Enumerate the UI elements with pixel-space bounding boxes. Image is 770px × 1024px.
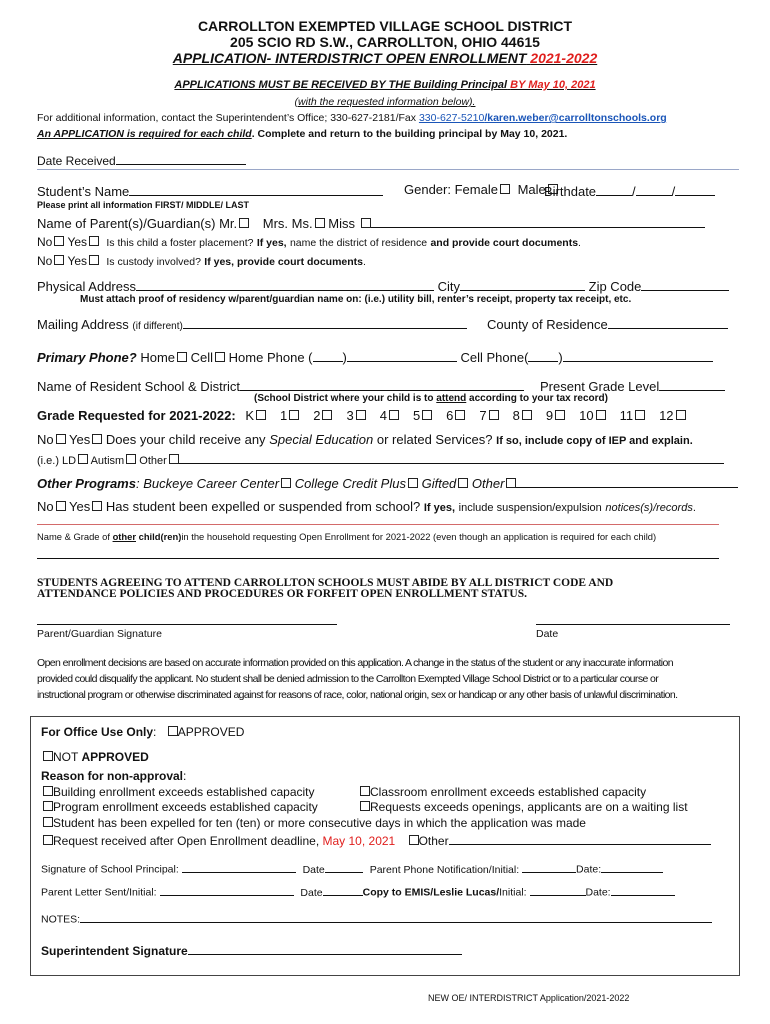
- programs-row: [37, 474, 738, 491]
- emis-initial-label: Initial:: [499, 886, 527, 899]
- r5-label: Student has been expelled for ten (ten) or more consecutive days in which the application was made: [53, 816, 586, 830]
- complete-return: . Complete and return to the building principal by May 10, 2021.: [251, 128, 568, 140]
- gender-row: [404, 182, 558, 197]
- not-approved-row: [41, 750, 149, 764]
- if-different: (if different): [132, 321, 183, 332]
- home-phone-label: Home Phone (: [228, 350, 313, 365]
- grade-9-label: 9: [545, 408, 554, 423]
- reason-1: [41, 785, 315, 799]
- r3-checkbox[interactable]: [43, 801, 53, 811]
- mr-checkbox[interactable]: [239, 218, 249, 228]
- expelled-no-checkbox[interactable]: [56, 501, 66, 511]
- r3-label: Program enrollment exceeds established capacity: [53, 800, 318, 814]
- each-child-line: [37, 128, 567, 140]
- grade-requested-row: [37, 408, 686, 423]
- approved-checkbox[interactable]: [168, 726, 178, 736]
- grade-9-checkbox[interactable]: [555, 410, 565, 420]
- foster-name: name the district of residence: [289, 237, 428, 249]
- principal-row: [41, 861, 663, 876]
- grade-10-label: 10: [579, 408, 594, 423]
- notes-label: NOTES:: [41, 913, 81, 926]
- student-name-field[interactable]: [129, 182, 383, 196]
- grade-8-checkbox[interactable]: [522, 410, 532, 420]
- physical-address-row: [37, 277, 729, 294]
- grade-7-label: 7: [479, 408, 487, 423]
- deadline-lead: APPLICATIONS MUST BE RECEIVED BY THE Building Principal: [174, 79, 508, 91]
- superintendent-label: Superintendent Signature: [41, 944, 188, 958]
- buckeye-checkbox[interactable]: [281, 478, 291, 488]
- grade-2-label: 2: [313, 408, 321, 423]
- zip-label: Zip Code: [588, 279, 642, 294]
- grade-3-checkbox[interactable]: [356, 410, 366, 420]
- office-use-row: For Office Use Only: APPROVED: [41, 725, 245, 739]
- custody-if: If yes, provide court documents: [204, 256, 363, 268]
- grade-4-label: 4: [379, 408, 387, 423]
- reason-5: [41, 816, 586, 830]
- foster-no-label: No: [37, 235, 53, 249]
- deadline-date: BY May 10, 2021: [510, 79, 596, 91]
- signature-date-label: Date: [536, 628, 559, 640]
- r6-checkbox[interactable]: [43, 835, 53, 845]
- ld-label: (i.e.) LD: [37, 455, 77, 467]
- ld-checkbox[interactable]: [78, 454, 88, 464]
- sped-question-2: or related Services?: [376, 432, 493, 447]
- superintendent-row: [41, 942, 462, 958]
- mrs-label: Mrs.: [262, 216, 289, 231]
- grade-11-checkbox[interactable]: [635, 410, 645, 420]
- grade-6-checkbox[interactable]: [455, 410, 465, 420]
- form-title-year: 2021-2022: [530, 50, 598, 66]
- grade-1-label: 1: [280, 408, 288, 423]
- foster-docs: and provide court documents: [430, 237, 579, 249]
- each-child: An APPLICATION is required for each child: [37, 128, 252, 140]
- other-program-checkbox[interactable]: [506, 478, 516, 488]
- resident-school-field[interactable]: [240, 377, 524, 391]
- city-field[interactable]: [460, 277, 585, 291]
- date-received-label: Date Received: [37, 154, 116, 168]
- custody-no-checkbox[interactable]: [54, 255, 64, 265]
- resident-school-row: [37, 377, 524, 394]
- superintendent-field[interactable]: [188, 942, 462, 955]
- parent-notif-label: Parent Phone Notification/Initial:: [369, 863, 520, 876]
- female-checkbox[interactable]: [500, 184, 510, 194]
- other-children-b: other: [112, 531, 136, 542]
- reason-label: Reason for non-approval: [41, 769, 184, 783]
- other-program-label: Other: [471, 476, 505, 491]
- reason-3: [41, 800, 318, 814]
- birth-month[interactable]: [596, 182, 632, 196]
- r7-field[interactable]: [449, 832, 711, 845]
- expelled-yes-label: Yes: [69, 499, 91, 514]
- parent-signature-field[interactable]: [37, 624, 337, 625]
- grade-1-checkbox[interactable]: [289, 410, 299, 420]
- grade-12-label: 12: [659, 408, 674, 423]
- custody-no-label: No: [37, 254, 53, 268]
- grade-k-label: K: [245, 408, 254, 423]
- disclaimer-line-2: provided could disqualify the applicant. No student shall be denied admission to the Carrollton Exempted Village School District or to a particular course or: [37, 673, 659, 685]
- r4-label: Requests exceeds openings, applicants are on a waiting list: [370, 800, 688, 814]
- district-name: CARROLLTON EXEMPTED VILLAGE SCHOOL DISTRICT: [197, 18, 573, 34]
- other-children-row: [37, 531, 656, 542]
- special-ed-row: [37, 432, 693, 447]
- cell-area-code[interactable]: [528, 348, 558, 362]
- footer-code: NEW OE/ INTERDISTRICT Application/2021-2022: [428, 993, 630, 1003]
- present-grade-row: [540, 377, 725, 394]
- approved-label: APPROVED: [177, 725, 245, 739]
- r4-checkbox[interactable]: [360, 801, 370, 811]
- custody-question: Is custody involved?: [106, 256, 201, 268]
- agreeing-line-1: STUDENTS AGREEING TO ATTEND CARROLLTON SCHOOLS MUST ABIDE BY ALL DISTRICT CODE AND: [37, 577, 614, 589]
- agreeing-line-2: ATTENDANCE POLICIES AND PROCEDURES OR FORFEIT OPEN ENROLLMENT STATUS.: [37, 588, 528, 600]
- cell-checkbox[interactable]: [215, 352, 225, 362]
- reason-4: [358, 800, 688, 814]
- other-children-a: Name & Grade of: [37, 531, 110, 542]
- letter-sent-field[interactable]: [160, 884, 294, 896]
- sped-if: If so, include copy of IEP and explain.: [496, 435, 693, 447]
- other-disability-checkbox[interactable]: [169, 454, 179, 464]
- contact-text: For additional information, contact the Superintendent’s Office; 330-627-2181/Fax: [37, 112, 417, 124]
- home-phone-field[interactable]: [347, 348, 457, 362]
- grade-7-checkbox[interactable]: [489, 410, 499, 420]
- other-children-field[interactable]: [37, 558, 719, 559]
- contact-line: [37, 112, 667, 124]
- expelled-notices: notices(s)/records: [605, 502, 693, 514]
- date-received-field[interactable]: [116, 152, 246, 165]
- ms-checkbox[interactable]: [315, 218, 325, 228]
- email-link[interactable]: /karen.weber@carrolltonschools.org: [484, 112, 667, 124]
- birth-day[interactable]: [636, 182, 672, 196]
- present-grade-field[interactable]: [659, 377, 725, 391]
- red-divider: [37, 524, 719, 525]
- parent-name-field[interactable]: [371, 214, 705, 228]
- foster-no-checkbox[interactable]: [54, 236, 64, 246]
- sped-no-checkbox[interactable]: [56, 434, 66, 444]
- other-disability-label: Other: [139, 455, 167, 467]
- letter-row: [41, 884, 675, 899]
- disclaimer-line-3: instructional program or otherwise discriminated against for reasons of race, color, national origin, sex or handicap or any other basis of unlawful discrimination.: [37, 689, 678, 701]
- school-note-b: according to your tax record): [469, 393, 608, 404]
- reason-2: [358, 785, 646, 799]
- other-children-d: in the household requesting Open Enrollment for 2021-2022 (even though an application is required for each child): [181, 531, 657, 542]
- school-note: [254, 393, 608, 404]
- notes-row: [41, 911, 712, 926]
- autism-checkbox[interactable]: [126, 454, 136, 464]
- letter-date-label: Date: [300, 886, 323, 899]
- school-note-attend: attend: [436, 393, 467, 404]
- print-note: Please print all information FIRST/ MIDDLE/ LAST: [37, 200, 250, 210]
- r1-label: Building enrollment exceeds established capacity: [53, 785, 315, 799]
- birth-year[interactable]: [675, 182, 715, 196]
- home-checkbox[interactable]: [177, 352, 187, 362]
- residency-proof: Must attach proof of residency w/parent/guardian name on: (i.e.) utility bill, renter’s receipt, property tax receipt, etc.: [80, 294, 632, 305]
- cell-phone-field[interactable]: [563, 348, 713, 362]
- expelled-if: If yes,: [423, 502, 456, 514]
- county-field[interactable]: [608, 315, 728, 329]
- foster-question: Is this child a foster placement?: [106, 237, 254, 249]
- foster-if: If yes,: [256, 237, 287, 249]
- county-label: County of Residence: [487, 317, 608, 332]
- reason-row: Reason for non-approval:: [41, 769, 187, 783]
- birthdate-label: Birthdate: [544, 184, 597, 199]
- form-title: [0, 50, 770, 66]
- mailing-address-row: [37, 315, 467, 332]
- miss-label: Miss: [328, 216, 355, 231]
- notes-field[interactable]: [80, 911, 712, 923]
- other-program-field[interactable]: [516, 474, 738, 488]
- date-received-row: [37, 152, 246, 168]
- grade-5-checkbox[interactable]: [422, 410, 432, 420]
- reason-6: [41, 832, 711, 848]
- grade-12-checkbox[interactable]: [676, 410, 686, 420]
- not-approved-checkbox[interactable]: [43, 751, 53, 761]
- gifted-checkbox[interactable]: [458, 478, 468, 488]
- ms-label: Ms.: [291, 216, 313, 231]
- physical-address-field[interactable]: [136, 277, 434, 291]
- emis-date-field[interactable]: [611, 884, 675, 896]
- expelled-note: include suspension/expulsion: [458, 502, 602, 514]
- ccp-label: College Credit Plus: [294, 476, 406, 491]
- office-use-label: For Office Use Only: [41, 725, 154, 739]
- district-address: 205 SCIO RD S.W., CARROLLTON, OHIO 44615: [230, 34, 540, 50]
- custody-yes-checkbox[interactable]: [89, 255, 99, 265]
- expelled-no-label: No: [37, 499, 54, 514]
- sped-no-label: No: [37, 432, 54, 447]
- mailing-address-field[interactable]: [183, 315, 467, 329]
- divider: [37, 169, 739, 170]
- grade-6-label: 6: [446, 408, 454, 423]
- grade-options: [239, 408, 685, 423]
- grade-11-label: 11: [619, 408, 634, 423]
- student-name-row: [37, 182, 383, 199]
- copy-emis-label: Copy to EMIS/Leslie Lucas/: [362, 886, 500, 899]
- student-name-label: Student’s Name: [37, 184, 130, 199]
- parent-name-row: [37, 214, 705, 231]
- r5-checkbox[interactable]: [43, 817, 53, 827]
- disclaimer-line-1: Open enrollment decisions are based on accurate information provided on this application. A change in the status of the student or any inaccurate information: [37, 657, 673, 669]
- emis-initial-field[interactable]: [530, 884, 586, 896]
- male-label: Male: [517, 182, 546, 197]
- grade-10-checkbox[interactable]: [596, 410, 606, 420]
- signature-date-field[interactable]: [536, 624, 730, 625]
- present-grade-label: Present Grade Level: [540, 379, 660, 394]
- foster-row: No Yes Is this child a foster placement? If yes, name the district of residence and provide court documents.: [37, 235, 581, 249]
- city-label: City: [437, 279, 461, 294]
- miss-checkbox[interactable]: [361, 218, 371, 228]
- zip-field[interactable]: [641, 277, 729, 291]
- sped-question: Does your child receive any: [105, 432, 266, 447]
- parent-name-label: Name of Parent(s)/Guardian(s) Mr.: [37, 216, 238, 231]
- r2-label: Classroom enrollment exceeds established capacity: [370, 785, 647, 799]
- custody-row: No Yes Is custody involved? If yes, provide court documents.: [37, 254, 366, 268]
- birthdate-row: Birthdate / /: [544, 182, 715, 199]
- form-title-text: APPLICATION- INTERDISTRICT OPEN ENROLLMENT: [172, 50, 527, 66]
- foster-yes-checkbox[interactable]: [89, 236, 99, 246]
- r6-label: Request received after Open Enrollment deadline,: [53, 834, 320, 848]
- other-programs-label: Other Programs: [37, 476, 136, 491]
- principal-date-field[interactable]: [325, 861, 363, 873]
- r2-checkbox[interactable]: [360, 786, 370, 796]
- gifted-label: Gifted: [421, 476, 457, 491]
- cell-label: Cell: [190, 350, 214, 365]
- county-row: [487, 315, 728, 332]
- emis-date-label: Date:: [585, 886, 611, 899]
- sped-term: Special Education: [269, 432, 374, 447]
- primary-phone-label: Primary Phone?: [37, 350, 137, 365]
- principal-date-label: Date: [302, 863, 325, 876]
- sped-yes-label: Yes: [69, 432, 91, 447]
- gender-label: Gender: Female: [404, 182, 498, 197]
- grade-4-checkbox[interactable]: [389, 410, 399, 420]
- deadline-line: [0, 79, 770, 91]
- expelled-yes-checkbox[interactable]: [92, 501, 102, 511]
- home-label: Home: [140, 350, 176, 365]
- letter-date-field[interactable]: [323, 884, 363, 896]
- principal-sig-field[interactable]: [182, 861, 296, 873]
- r7-label: Other: [418, 834, 449, 848]
- disability-row: [37, 452, 724, 467]
- with-info: (with the requested information below).: [294, 96, 476, 108]
- not-label: NOT: [53, 750, 79, 764]
- fax-link[interactable]: 330-627-5210: [418, 112, 485, 124]
- parent-notif-field[interactable]: [522, 861, 576, 873]
- expelled-question: Has student been expelled or suspended from school?: [105, 499, 421, 514]
- sped-yes-checkbox[interactable]: [92, 434, 102, 444]
- cell-phone-label: Cell Phone(: [460, 350, 529, 365]
- disability-field[interactable]: [179, 452, 724, 464]
- not-approved-label: APPROVED: [81, 750, 149, 764]
- other-children-c: child(ren): [138, 531, 182, 542]
- grade-2-checkbox[interactable]: [322, 410, 332, 420]
- school-note-a: (School District where your child is to: [254, 393, 434, 404]
- expelled-row: No Yes Has student been expelled or suspended from school? If yes, include suspension/expulsion notices(s)/records.: [37, 499, 696, 514]
- phone-row: Primary Phone? Home Cell Home Phone ( ) Cell Phone( ): [37, 348, 713, 365]
- r6-date: May 10, 2021: [322, 834, 396, 848]
- physical-address-label: Physical Address: [37, 279, 136, 294]
- mailing-address-label: Mailing Address: [37, 317, 129, 332]
- letter-sent-label: Parent Letter Sent/Initial:: [41, 886, 157, 899]
- grade-3-label: 3: [346, 408, 354, 423]
- ccp-checkbox[interactable]: [408, 478, 418, 488]
- parent-signature-label: Parent/Guardian Signature: [37, 628, 162, 640]
- resident-school-label: Name of Resident School & District: [37, 379, 241, 394]
- autism-label: Autism: [90, 455, 125, 467]
- r7-checkbox[interactable]: [409, 835, 419, 845]
- principal-sig-label: Signature of School Principal:: [41, 863, 179, 876]
- custody-yes-label: Yes: [67, 254, 88, 268]
- grade-k-checkbox[interactable]: [256, 410, 266, 420]
- parent-notif-date-field[interactable]: [601, 861, 663, 873]
- grade-requested-label: Grade Requested for 2021-2022:: [37, 408, 236, 423]
- buckeye-label: : Buckeye Career Center: [135, 476, 280, 491]
- grade-8-label: 8: [512, 408, 520, 423]
- home-area-code[interactable]: [313, 348, 343, 362]
- r1-checkbox[interactable]: [43, 786, 53, 796]
- grade-5-label: 5: [412, 408, 421, 423]
- parent-notif-date-label: Date:: [576, 863, 602, 876]
- foster-yes-label: Yes: [67, 235, 88, 249]
